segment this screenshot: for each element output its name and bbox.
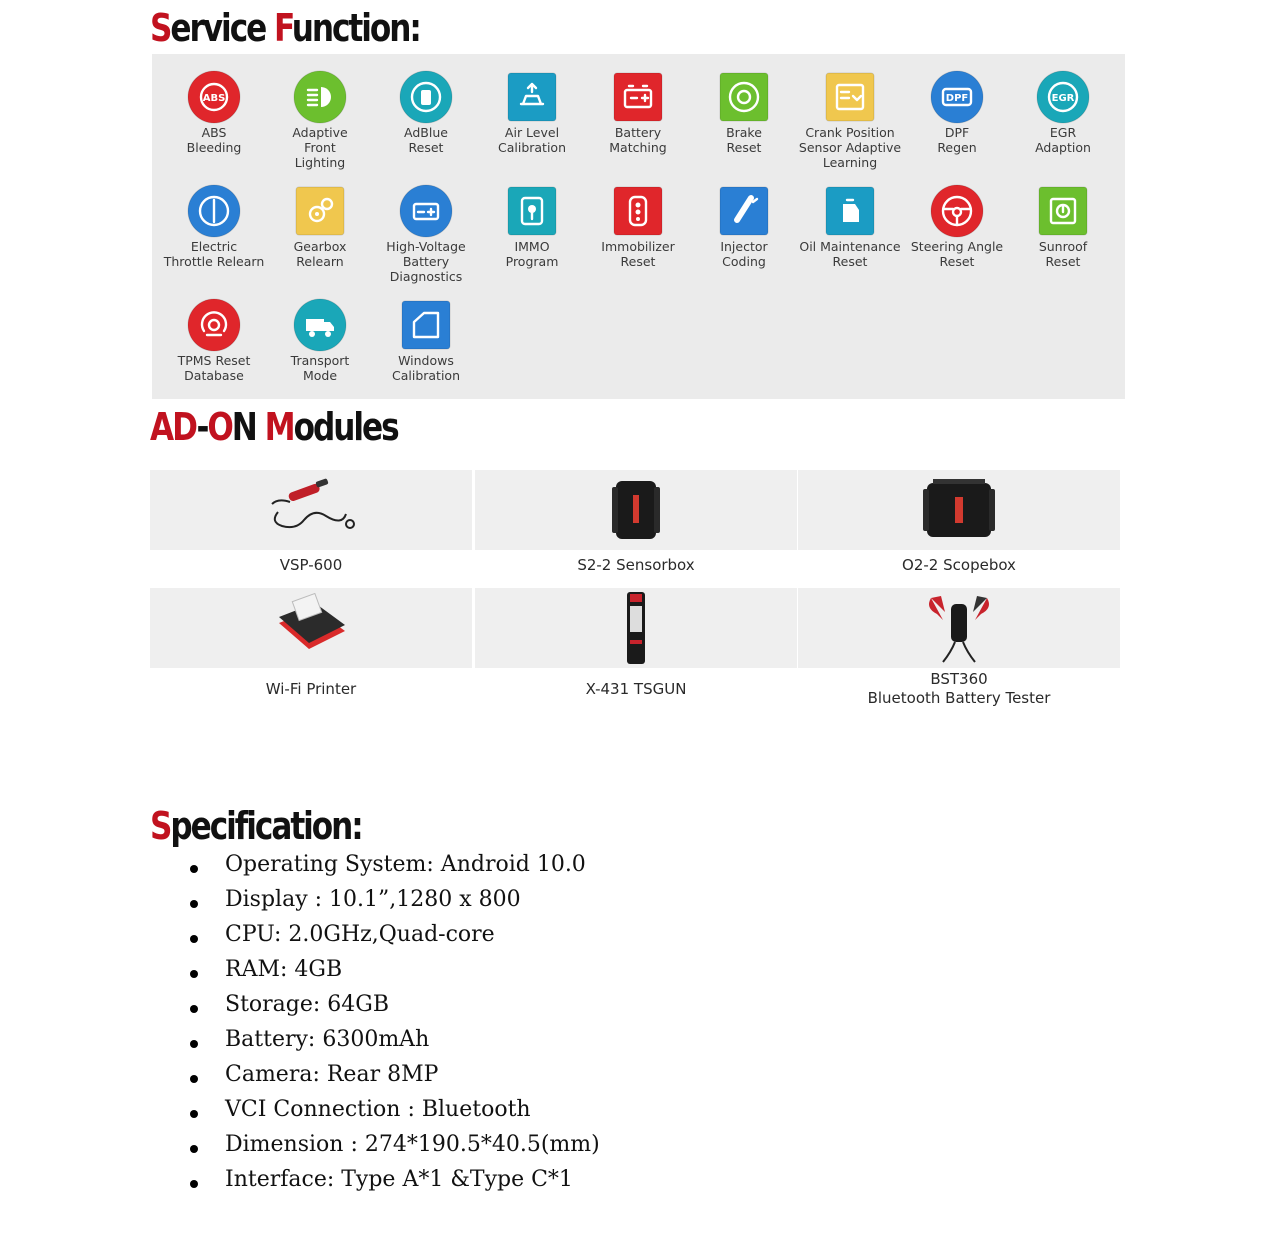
battery-icon [611, 70, 665, 124]
specification-text: Dimension : 274*190.5*40.5(mm) [225, 1132, 600, 1157]
specification-text: Battery: 6300mAh [225, 1027, 430, 1052]
sensorbox-icon [475, 470, 797, 550]
truck-icon [293, 298, 347, 352]
tpms-icon [187, 298, 241, 352]
service-function-label: Crank Position Sensor Adaptive Learning [798, 125, 902, 170]
service-function-label: Injector Coding [720, 239, 768, 269]
service-function-item [370, 184, 482, 284]
specification-text: Operating System: Android 10.0 [225, 852, 586, 877]
service-function-item [264, 298, 376, 383]
service-function-label: Brake Reset [726, 125, 762, 155]
service-function-label: DPF Regen [937, 125, 977, 155]
service-function-item [158, 70, 270, 155]
dpf-icon [930, 70, 984, 124]
service-function-item [794, 70, 906, 170]
bullet-icon [190, 1040, 198, 1048]
addon-module-item [798, 470, 1120, 575]
service-function-label: Air Level Calibration [497, 125, 566, 155]
service-function-item [1007, 184, 1119, 269]
bullet-icon [190, 865, 198, 873]
bullet-icon [190, 1005, 198, 1013]
service-function-item [264, 184, 376, 269]
bullet-icon [190, 1180, 198, 1188]
service-function-item [370, 298, 482, 383]
service-function-item [476, 70, 588, 155]
service-function-label: IMMO Program [505, 239, 559, 269]
svg-text:ABS: ABS [202, 93, 226, 104]
service-function-label: Sunroof Reset [1038, 239, 1088, 269]
addon-module-item [798, 588, 1120, 708]
service-function-label: AdBlue Reset [404, 125, 448, 155]
bullet-icon [190, 900, 198, 908]
svg-text:EGR: EGR [1051, 93, 1075, 104]
specification-text: RAM: 4GB [225, 957, 343, 982]
service-function-heading: Service Function: [150, 6, 420, 50]
specification-heading: Specification: [150, 804, 362, 848]
service-function-item [264, 70, 376, 170]
service-function-item [1007, 70, 1119, 155]
abs-icon [187, 70, 241, 124]
service-function-label: Gearbox Relearn [293, 239, 347, 269]
hv-battery-icon [399, 184, 453, 238]
service-function-item [901, 70, 1013, 155]
service-function-label: Oil Maintenance Reset [799, 239, 901, 269]
service-function-item [582, 184, 694, 269]
key-fob-icon [611, 184, 665, 238]
videoscope-icon [150, 470, 472, 550]
printer-icon [150, 588, 472, 668]
tsgun-icon [475, 588, 797, 668]
service-function-item [794, 184, 906, 269]
gear-icon [293, 184, 347, 238]
scopebox-icon [798, 470, 1120, 550]
addon-module-label: VSP-600 [279, 556, 343, 574]
specification-text: VCI Connection : Bluetooth [225, 1097, 531, 1122]
service-function-label: Immobilizer Reset [601, 239, 675, 269]
service-function-label: Transport Mode [290, 353, 350, 383]
addon-module-label: O2-2 Scopebox [902, 556, 1016, 574]
air-suspension-icon [505, 70, 559, 124]
specification-text: Display : 10.1”,1280 x 800 [225, 887, 521, 912]
oil-can-icon [823, 184, 877, 238]
service-function-label: Battery Matching [609, 125, 667, 155]
service-function-label: EGR Adaption [1035, 125, 1091, 155]
service-function-label: Electric Throttle Relearn [163, 239, 265, 269]
service-function-item [901, 184, 1013, 269]
headlight-icon [293, 70, 347, 124]
addon-module-item [475, 588, 797, 699]
svg-text:DPF: DPF [945, 93, 969, 104]
service-function-panel [152, 54, 1125, 399]
service-function-label: TPMS Reset Database [177, 353, 251, 383]
bullet-icon [190, 1145, 198, 1153]
throttle-icon [187, 184, 241, 238]
immo-icon [505, 184, 559, 238]
service-function-item [158, 298, 270, 383]
service-function-item [476, 184, 588, 269]
addon-module-item [150, 470, 472, 575]
service-function-label: Adaptive Front Lighting [292, 125, 348, 170]
brake-disc-icon [717, 70, 771, 124]
crank-sensor-icon [823, 70, 877, 124]
steering-wheel-icon [930, 184, 984, 238]
bullet-icon [190, 1075, 198, 1083]
specification-text: Storage: 64GB [225, 992, 390, 1017]
specification-text: Interface: Type A*1 &Type C*1 [225, 1167, 573, 1192]
bullet-icon [190, 970, 198, 978]
addon-module-label: Wi-Fi Printer [265, 680, 357, 698]
service-function-item [158, 184, 270, 269]
addon-module-label: BST360 Bluetooth Battery Tester [867, 670, 1051, 707]
service-function-item [582, 70, 694, 155]
service-function-label: High-Voltage Battery Diagnostics [386, 239, 466, 284]
addon-module-item [475, 470, 797, 575]
bullet-icon [190, 935, 198, 943]
addon-module-item [150, 588, 472, 699]
sunroof-icon [1036, 184, 1090, 238]
service-function-label: ABS Bleeding [186, 125, 242, 155]
egr-icon [1036, 70, 1090, 124]
addon-module-label: X-431 TSGUN [585, 680, 687, 698]
adblue-icon [399, 70, 453, 124]
addon-module-label: S2-2 Sensorbox [577, 556, 695, 574]
injector-icon [717, 184, 771, 238]
window-icon [399, 298, 453, 352]
addon-modules-heading: AD-ON Modules [150, 405, 398, 449]
service-function-item [688, 184, 800, 269]
service-function-item [370, 70, 482, 155]
service-function-label: Steering Angle Reset [910, 239, 1004, 269]
service-function-label: Windows Calibration [391, 353, 460, 383]
battery-tester-icon [798, 588, 1120, 668]
bullet-icon [190, 1110, 198, 1118]
service-function-item [688, 70, 800, 155]
specification-text: CPU: 2.0GHz,Quad-core [225, 922, 495, 947]
specification-text: Camera: Rear 8MP [225, 1062, 439, 1087]
